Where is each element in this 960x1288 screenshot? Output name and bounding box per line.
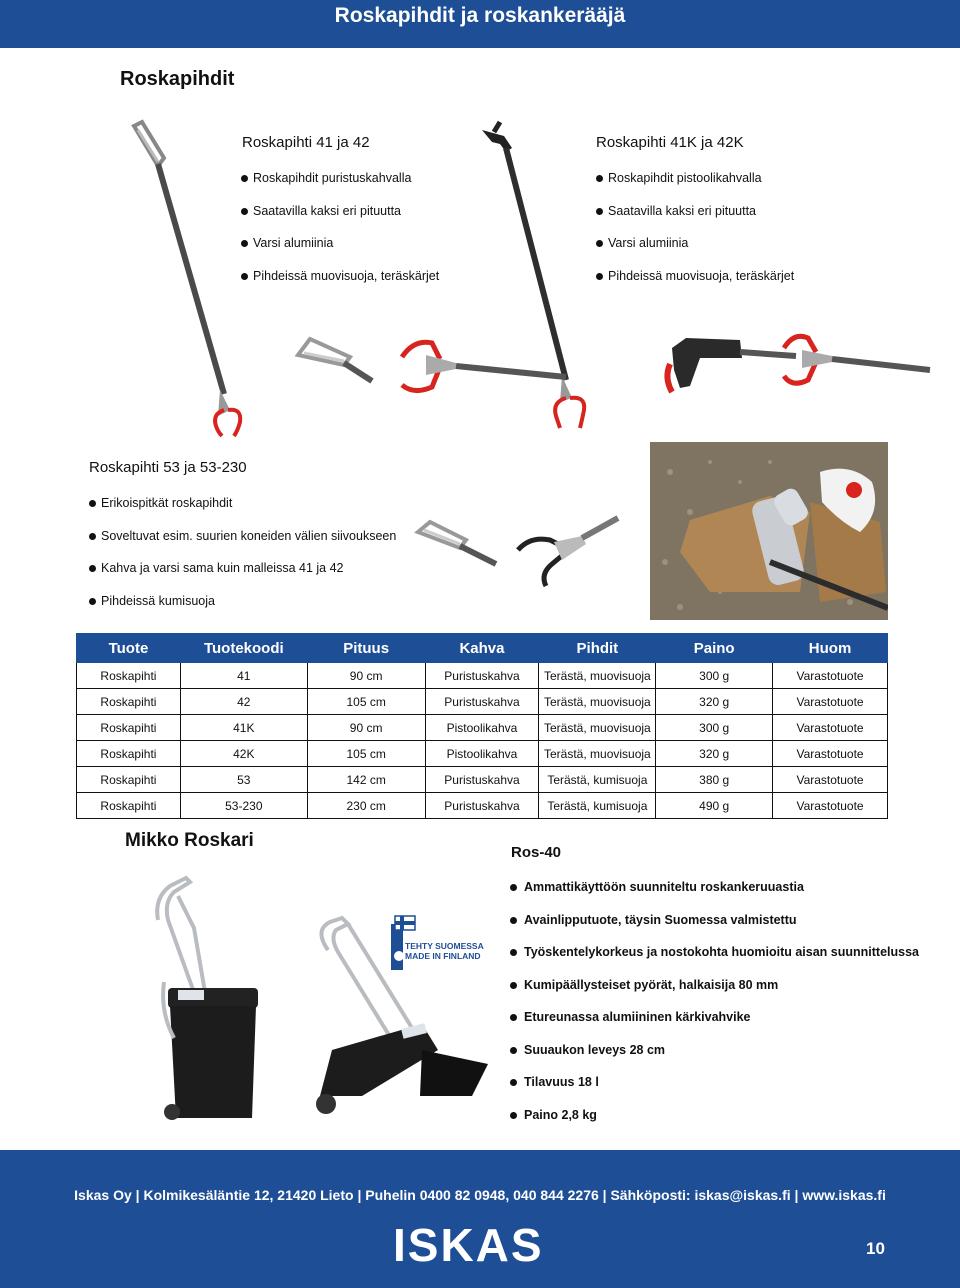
bullet-item: Erikoispitkät roskapihdit: [89, 495, 396, 528]
bullet-item: Varsi alumiinia: [596, 235, 794, 268]
table-cell: Roskapihti: [77, 689, 181, 715]
col-header: Kahva: [425, 634, 539, 663]
bullet-item: Etureunassa alumiininen kärkivahvike: [510, 1009, 919, 1042]
jaw-detail-muovisuoja: [396, 335, 576, 395]
badge-text-en: MADE IN FINLAND: [405, 951, 481, 961]
col-header: Tuote: [77, 634, 181, 663]
table-cell: Roskapihti: [77, 663, 181, 689]
page-number: 10: [866, 1239, 885, 1258]
col-header: Tuotekoodi: [180, 634, 307, 663]
bullet-item: Roskapihdit pistoolikahvalla: [596, 170, 794, 203]
table-cell: 142 cm: [307, 767, 425, 793]
table-cell: Terästä, muovisuoja: [539, 663, 656, 689]
bullet-item: Avainlipputuote, täysin Suomessa valmistettu: [510, 912, 919, 945]
product-53-bullets: [89, 495, 396, 625]
product-41-42-bullets: [241, 170, 439, 300]
table-cell: Terästä, muovisuoja: [539, 741, 656, 767]
table-row: [77, 663, 888, 689]
page-footer: [0, 1150, 960, 1288]
product-41-42-title: Roskapihti 41 ja 42: [242, 134, 370, 151]
table-row: [77, 793, 888, 819]
made-in-finland-badge: [387, 916, 484, 976]
table-cell: Varastotuote: [773, 741, 888, 767]
bullet-item: Pihdeissä kumisuoja: [89, 593, 396, 626]
table-cell: 230 cm: [307, 793, 425, 819]
col-header: Huom: [773, 634, 888, 663]
table-cell: Pistoolikahva: [425, 715, 539, 741]
table-cell: Varastotuote: [773, 689, 888, 715]
col-header: Paino: [656, 634, 773, 663]
table-cell: Roskapihti: [77, 767, 181, 793]
table-cell: 105 cm: [307, 741, 425, 767]
bullet-item: Ammattikäyttöön suunniteltu roskankeruuastia: [510, 879, 919, 912]
table-cell: 490 g: [656, 793, 773, 819]
table-cell: 90 cm: [307, 663, 425, 689]
product-41k-42k-bullets: [596, 170, 794, 300]
iskas-logo: ISKAS: [393, 1219, 544, 1271]
table-header-row: [77, 634, 888, 663]
page-header-title: Roskapihdit ja roskankerääjä: [334, 4, 626, 27]
photo-drawing: [650, 442, 888, 620]
table-cell: 53: [180, 767, 307, 793]
table-cell: Pistoolikahva: [425, 741, 539, 767]
table-cell: 41: [180, 663, 307, 689]
picker-53-handle-detail: [414, 520, 504, 570]
table-cell: Roskapihti: [77, 715, 181, 741]
ros-40-title: Ros-40: [511, 844, 562, 861]
jaw-detail-2: [770, 330, 930, 390]
table-row: [77, 689, 888, 715]
mikko-roskari-upright-bin: [150, 872, 260, 1122]
table-cell: 53-230: [180, 793, 307, 819]
table-cell: 300 g: [656, 715, 773, 741]
bullet-item: Soveltuvat esim. suurien koneiden välien siivoukseen: [89, 528, 396, 561]
picker-in-use-photo: [650, 442, 888, 620]
table-row: [77, 741, 888, 767]
table-cell: 320 g: [656, 741, 773, 767]
page-header-bar: [0, 0, 960, 48]
table-cell: Terästä, kumisuoja: [539, 793, 656, 819]
bullet-item: Saatavilla kaksi eri pituutta: [241, 203, 439, 236]
table-cell: Puristuskahva: [425, 793, 539, 819]
table-cell: Roskapihti: [77, 793, 181, 819]
mikko-roskari-title: Mikko Roskari: [125, 830, 254, 851]
bullet-item: Työskentelykorkeus ja nostokohta huomioitu aisan suunnittelussa: [510, 944, 919, 977]
col-header: Pituus: [307, 634, 425, 663]
footer-contact-line: Iskas Oy | Kolmikesäläntie 12, 21420 Lieto | Puhelin 0400 82 0948, 040 844 2276 | Sähköposti: iskas@iskas.fi | www.iskas.fi: [74, 1187, 886, 1203]
table-cell: 380 g: [656, 767, 773, 793]
bullet-item: Roskapihdit puristuskahvalla: [241, 170, 439, 203]
table-cell: 90 cm: [307, 715, 425, 741]
product-41k-42k-title: Roskapihti 41K ja 42K: [596, 134, 744, 151]
table-cell: Puristuskahva: [425, 663, 539, 689]
table-cell: 42: [180, 689, 307, 715]
table-cell: Varastotuote: [773, 767, 888, 793]
product-spec-table: [76, 633, 888, 819]
table-cell: 320 g: [656, 689, 773, 715]
picker-41-illustration: [120, 118, 250, 438]
table-cell: 300 g: [656, 663, 773, 689]
table-row: [77, 715, 888, 741]
table-cell: 105 cm: [307, 689, 425, 715]
badge-text-fi: TEHTY SUOMESSA: [405, 941, 484, 951]
bullet-item: Paino 2,8 kg: [510, 1107, 919, 1140]
bullet-item: Tilavuus 18 l: [510, 1074, 919, 1107]
table-cell: Terästä, kumisuoja: [539, 767, 656, 793]
bullet-item: Suuaukon leveys 28 cm: [510, 1042, 919, 1075]
table-cell: Terästä, muovisuoja: [539, 715, 656, 741]
table-cell: Roskapihti: [77, 741, 181, 767]
bullet-item: Pihdeissä muovisuoja, teräskärjet: [596, 268, 794, 301]
table-cell: Terästä, muovisuoja: [539, 689, 656, 715]
section-title: Roskapihdit: [120, 68, 235, 90]
ros-40-bullets: [510, 879, 919, 1139]
picker-53-jaw-detail: [512, 516, 622, 596]
table-cell: Varastotuote: [773, 793, 888, 819]
bullet-item: Kumipäällysteiset pyörät, halkaisija 80 mm: [510, 977, 919, 1010]
table-cell: Puristuskahva: [425, 689, 539, 715]
bullet-item: Varsi alumiinia: [241, 235, 439, 268]
bullet-item: Saatavilla kaksi eri pituutta: [596, 203, 794, 236]
col-header: Pihdit: [539, 634, 656, 663]
table-cell: 42K: [180, 741, 307, 767]
bullet-item: Pihdeissä muovisuoja, teräskärjet: [241, 268, 439, 301]
table-cell: Varastotuote: [773, 715, 888, 741]
table-row: [77, 767, 888, 793]
table-cell: Puristuskahva: [425, 767, 539, 793]
bullet-item: Kahva ja varsi sama kuin malleissa 41 ja 42: [89, 560, 396, 593]
table-cell: Varastotuote: [773, 663, 888, 689]
table-cell: 41K: [180, 715, 307, 741]
product-53-title: Roskapihti 53 ja 53-230: [89, 459, 247, 476]
